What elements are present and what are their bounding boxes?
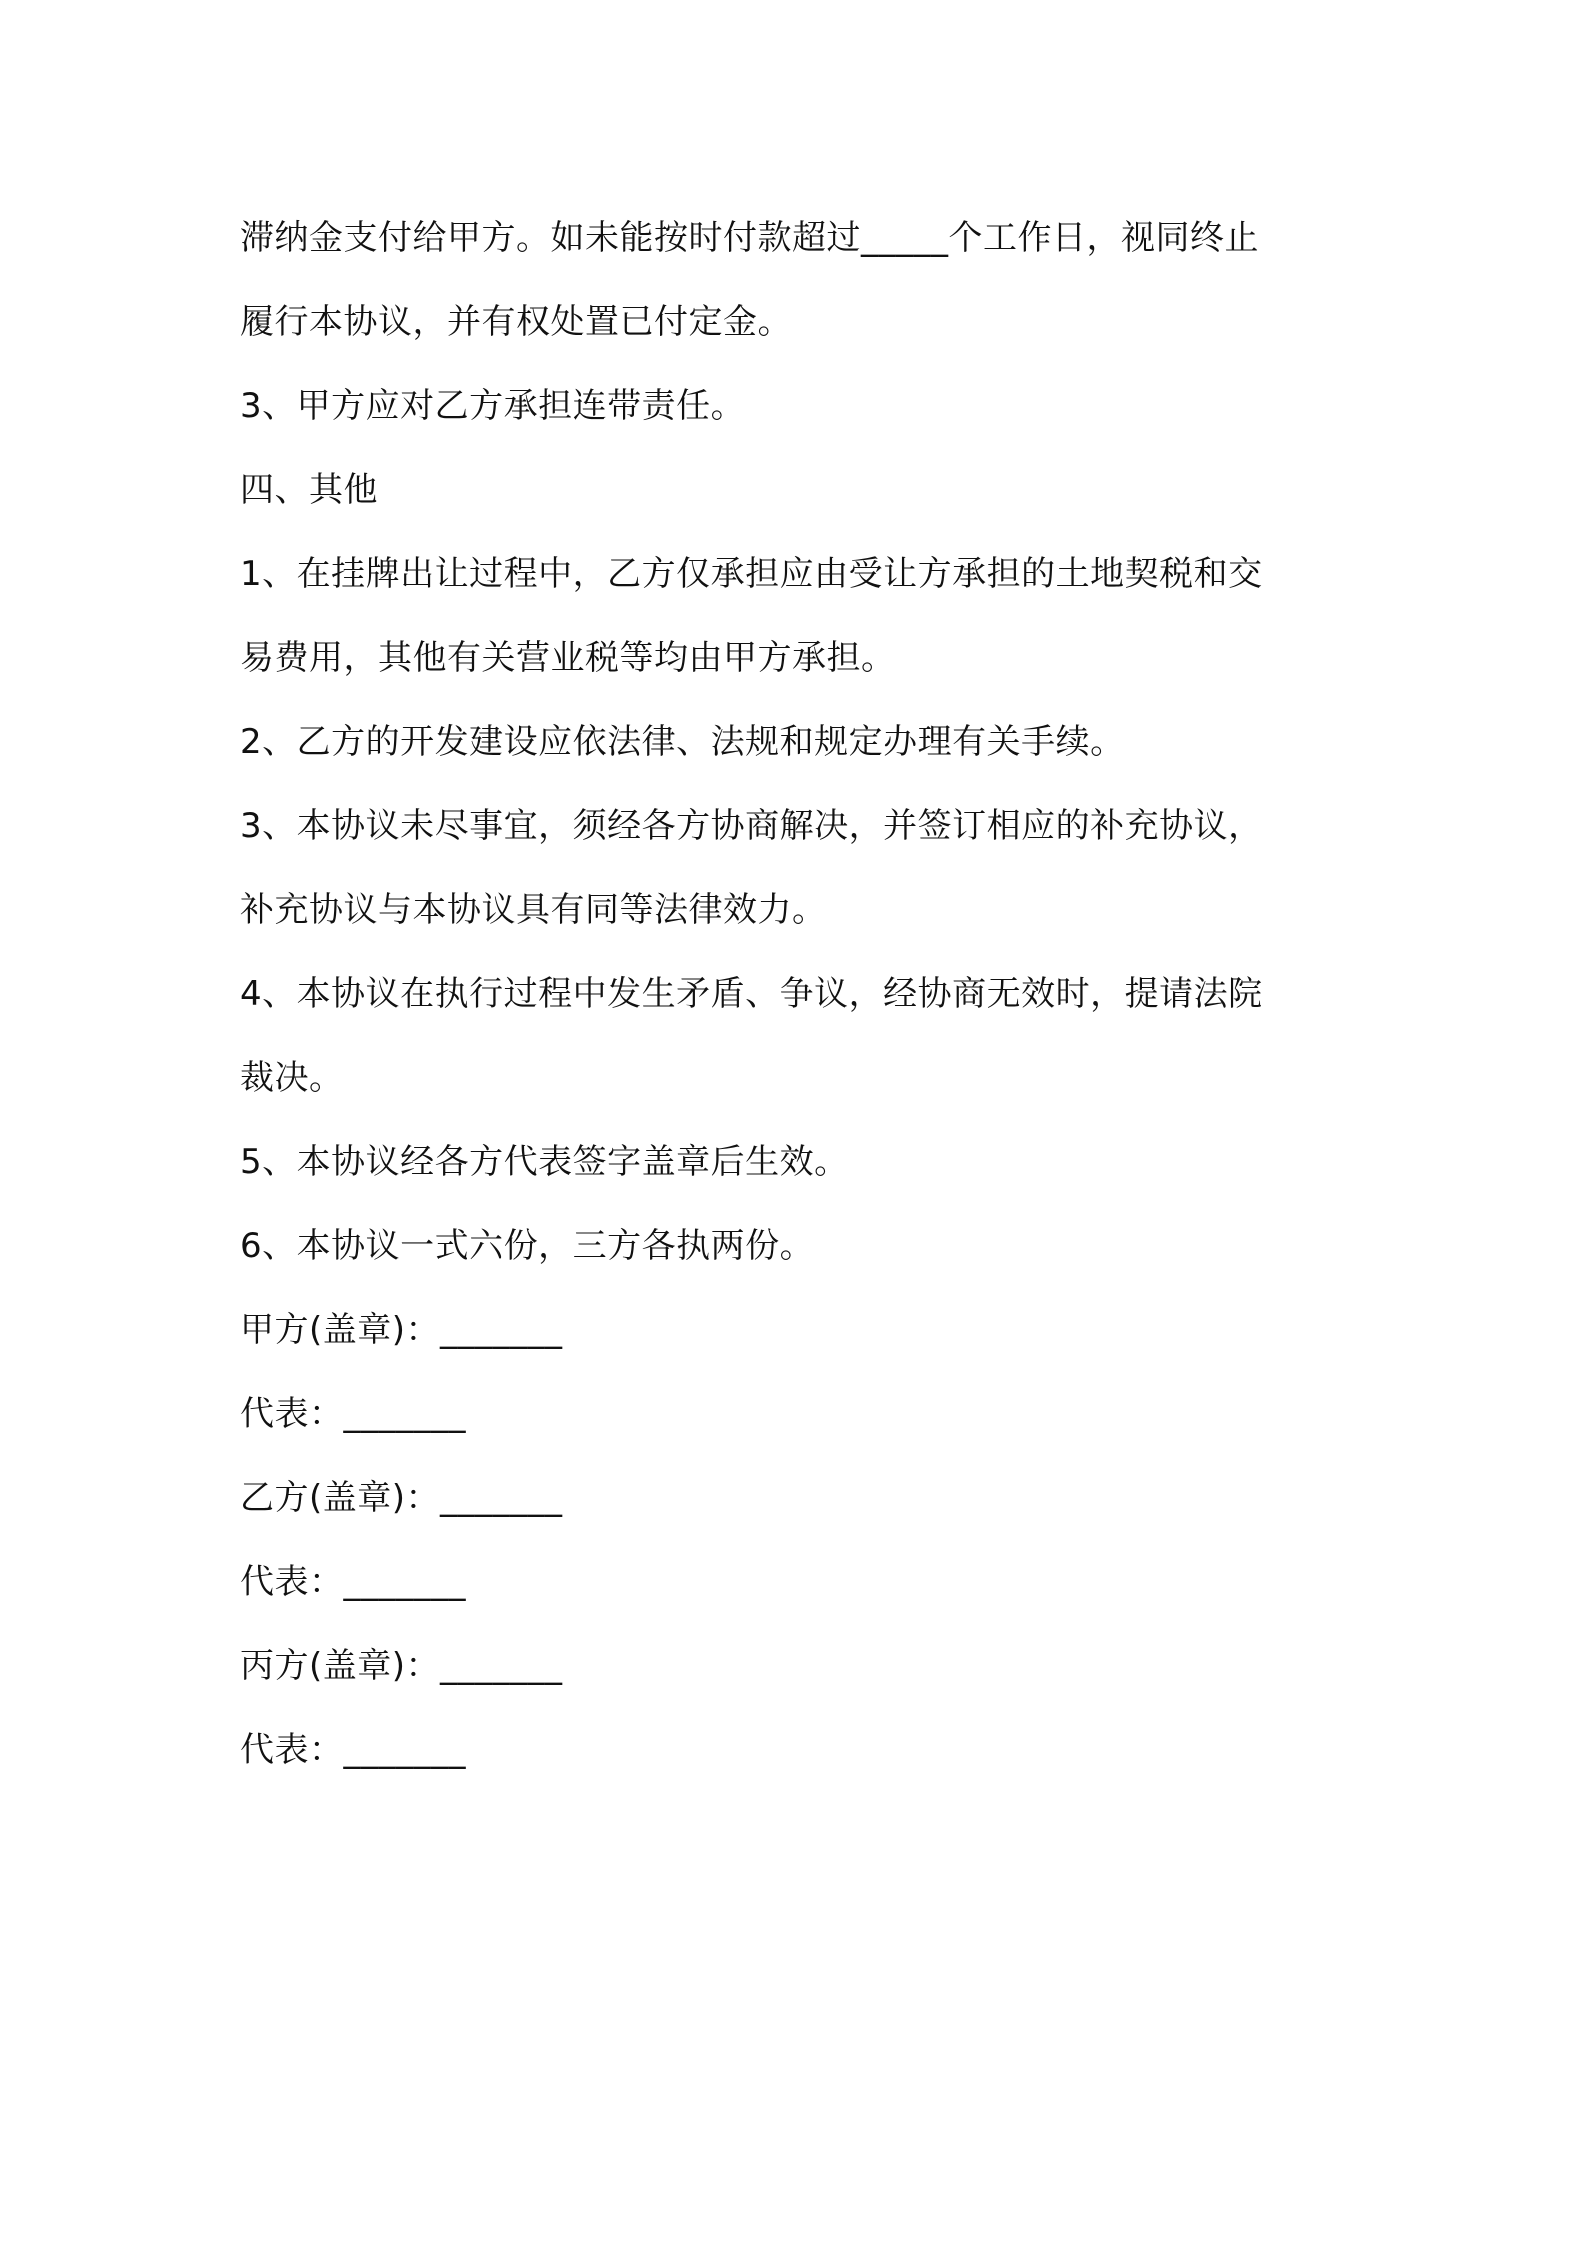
paragraph-line: 裁决。 bbox=[240, 1058, 344, 1098]
paragraph-line: 滞纳金支付给甲方。如未能按时付款超过_____个工作日，视同终止 bbox=[240, 218, 1259, 258]
paragraph-line: 1、在挂牌出让过程中，乙方仅承担应由受让方承担的土地契税和交 bbox=[240, 554, 1263, 594]
paragraph-line: 2、乙方的开发建设应依法律、法规和规定办理有关手续。 bbox=[240, 722, 1125, 762]
section-heading: 四、其他 bbox=[240, 470, 378, 510]
paragraph-line: 3、本协议未尽事宜，须经各方协商解决，并签订相应的补充协议， bbox=[240, 806, 1263, 846]
paragraph-line: 3、甲方应对乙方承担连带责任。 bbox=[240, 386, 746, 426]
signature-representative-a: 代表：_______ bbox=[240, 1394, 466, 1434]
paragraph-line: 4、本协议在执行过程中发生矛盾、争议，经协商无效时，提请法院 bbox=[240, 974, 1263, 1014]
signature-party-a: 甲方(盖章)：_______ bbox=[240, 1310, 563, 1350]
document-body bbox=[240, 196, 1360, 1792]
paragraph-line: 5、本协议经各方代表签字盖章后生效。 bbox=[240, 1142, 849, 1182]
signature-party-b: 乙方(盖章)：_______ bbox=[240, 1478, 563, 1518]
signature-representative-b: 代表：_______ bbox=[240, 1562, 466, 1602]
paragraph-line: 补充协议与本协议具有同等法律效力。 bbox=[240, 890, 827, 930]
signature-representative-c: 代表：_______ bbox=[240, 1730, 466, 1770]
paragraph-line: 易费用，其他有关营业税等均由甲方承担。 bbox=[240, 638, 896, 678]
paragraph-line: 6、本协议一式六份，三方各执两份。 bbox=[240, 1226, 815, 1266]
signature-party-c: 丙方(盖章)：_______ bbox=[240, 1646, 563, 1686]
paragraph-line: 履行本协议，并有权处置已付定金。 bbox=[240, 302, 792, 342]
